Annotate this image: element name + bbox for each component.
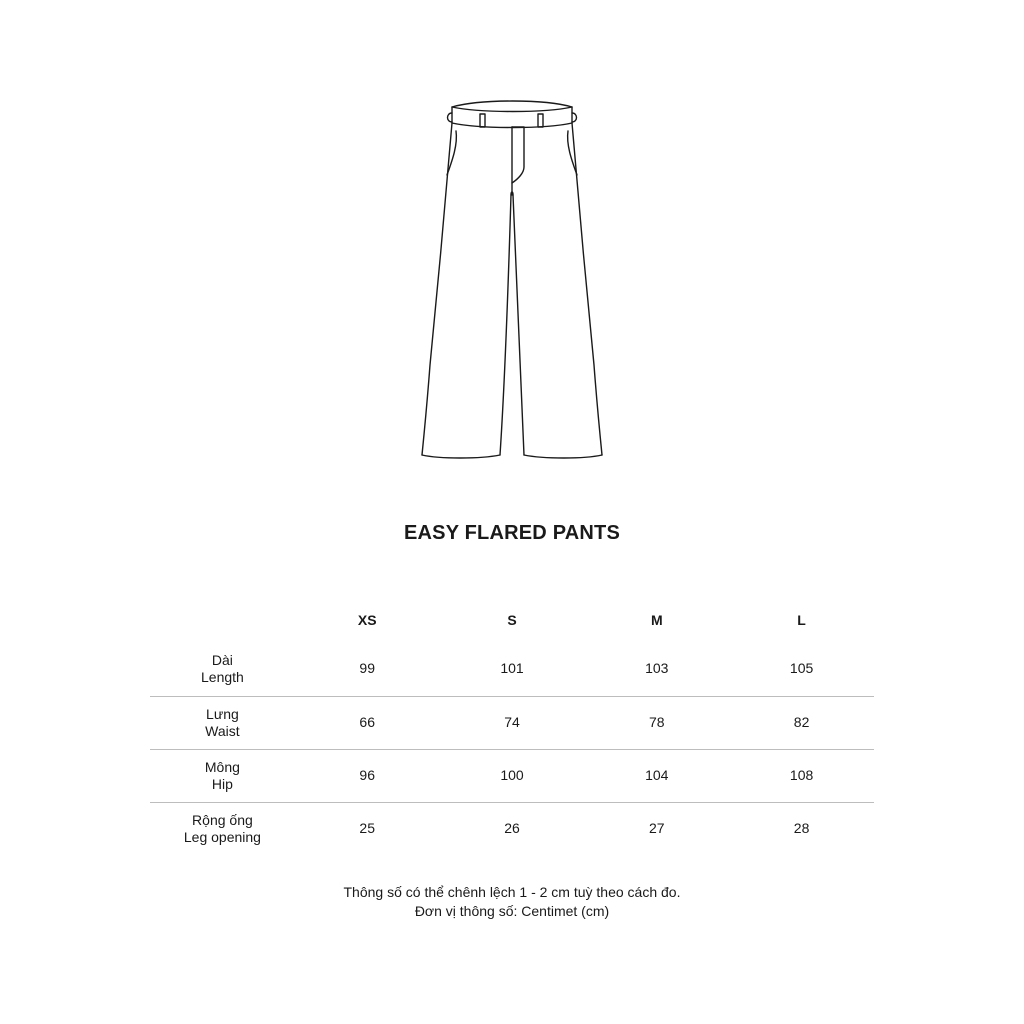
pants-illustration xyxy=(400,95,624,470)
row-label-vi: Dài xyxy=(211,651,233,668)
table-row-waist xyxy=(150,696,874,749)
row-label-vi: Mông xyxy=(204,758,240,775)
table-cell: 82 xyxy=(729,696,874,749)
unit-note: Đơn vị thông số: Centimet (cm) xyxy=(414,903,610,919)
row-label-en: Waist xyxy=(205,722,240,739)
table-cell: 26 xyxy=(440,802,585,855)
table-cell: 25 xyxy=(295,802,440,855)
table-row-length xyxy=(150,642,874,696)
tolerance-note: Thông số có thể chênh lệch 1 - 2 cm tuỳ theo cách đo. xyxy=(343,884,681,900)
flared-pants-icon xyxy=(400,95,624,470)
table-cell: 101 xyxy=(500,660,524,677)
row-label-vi: Lưng xyxy=(206,705,239,722)
row-label-vi: Rộng ống xyxy=(192,811,253,828)
size-chart-table xyxy=(150,598,874,855)
size-header-m: M xyxy=(650,612,663,628)
table-cell: 100 xyxy=(440,749,585,802)
table-cell: 99 xyxy=(359,660,375,677)
table-corner-cell xyxy=(150,598,295,642)
row-label-length xyxy=(150,642,295,696)
size-header-l: L xyxy=(797,612,806,628)
table-cell: 108 xyxy=(729,749,874,802)
table-cell: 96 xyxy=(295,749,440,802)
product-title: EASY FLARED PANTS xyxy=(403,522,621,544)
size-header-xs: XS xyxy=(357,612,377,628)
table-cell: 27 xyxy=(584,802,729,855)
table-row-leg-opening xyxy=(150,802,874,855)
table-cell: 103 xyxy=(645,660,669,677)
table-cell: 104 xyxy=(584,749,729,802)
row-label-waist xyxy=(150,696,295,749)
size-header-s: S xyxy=(507,612,517,628)
table-cell: 78 xyxy=(584,696,729,749)
row-label-en: Length xyxy=(201,668,244,685)
table-row-hip xyxy=(150,749,874,802)
row-label-en: Hip xyxy=(211,775,233,792)
row-label-hip xyxy=(150,749,295,802)
table-cell: 28 xyxy=(729,802,874,855)
table-cell: 74 xyxy=(440,696,585,749)
size-header-row xyxy=(150,598,874,642)
table-cell: 66 xyxy=(295,696,440,749)
row-label-leg-opening xyxy=(150,802,295,855)
table-cell: 105 xyxy=(789,660,814,677)
row-label-en: Leg opening xyxy=(183,828,261,845)
measurement-notes xyxy=(0,883,1024,921)
